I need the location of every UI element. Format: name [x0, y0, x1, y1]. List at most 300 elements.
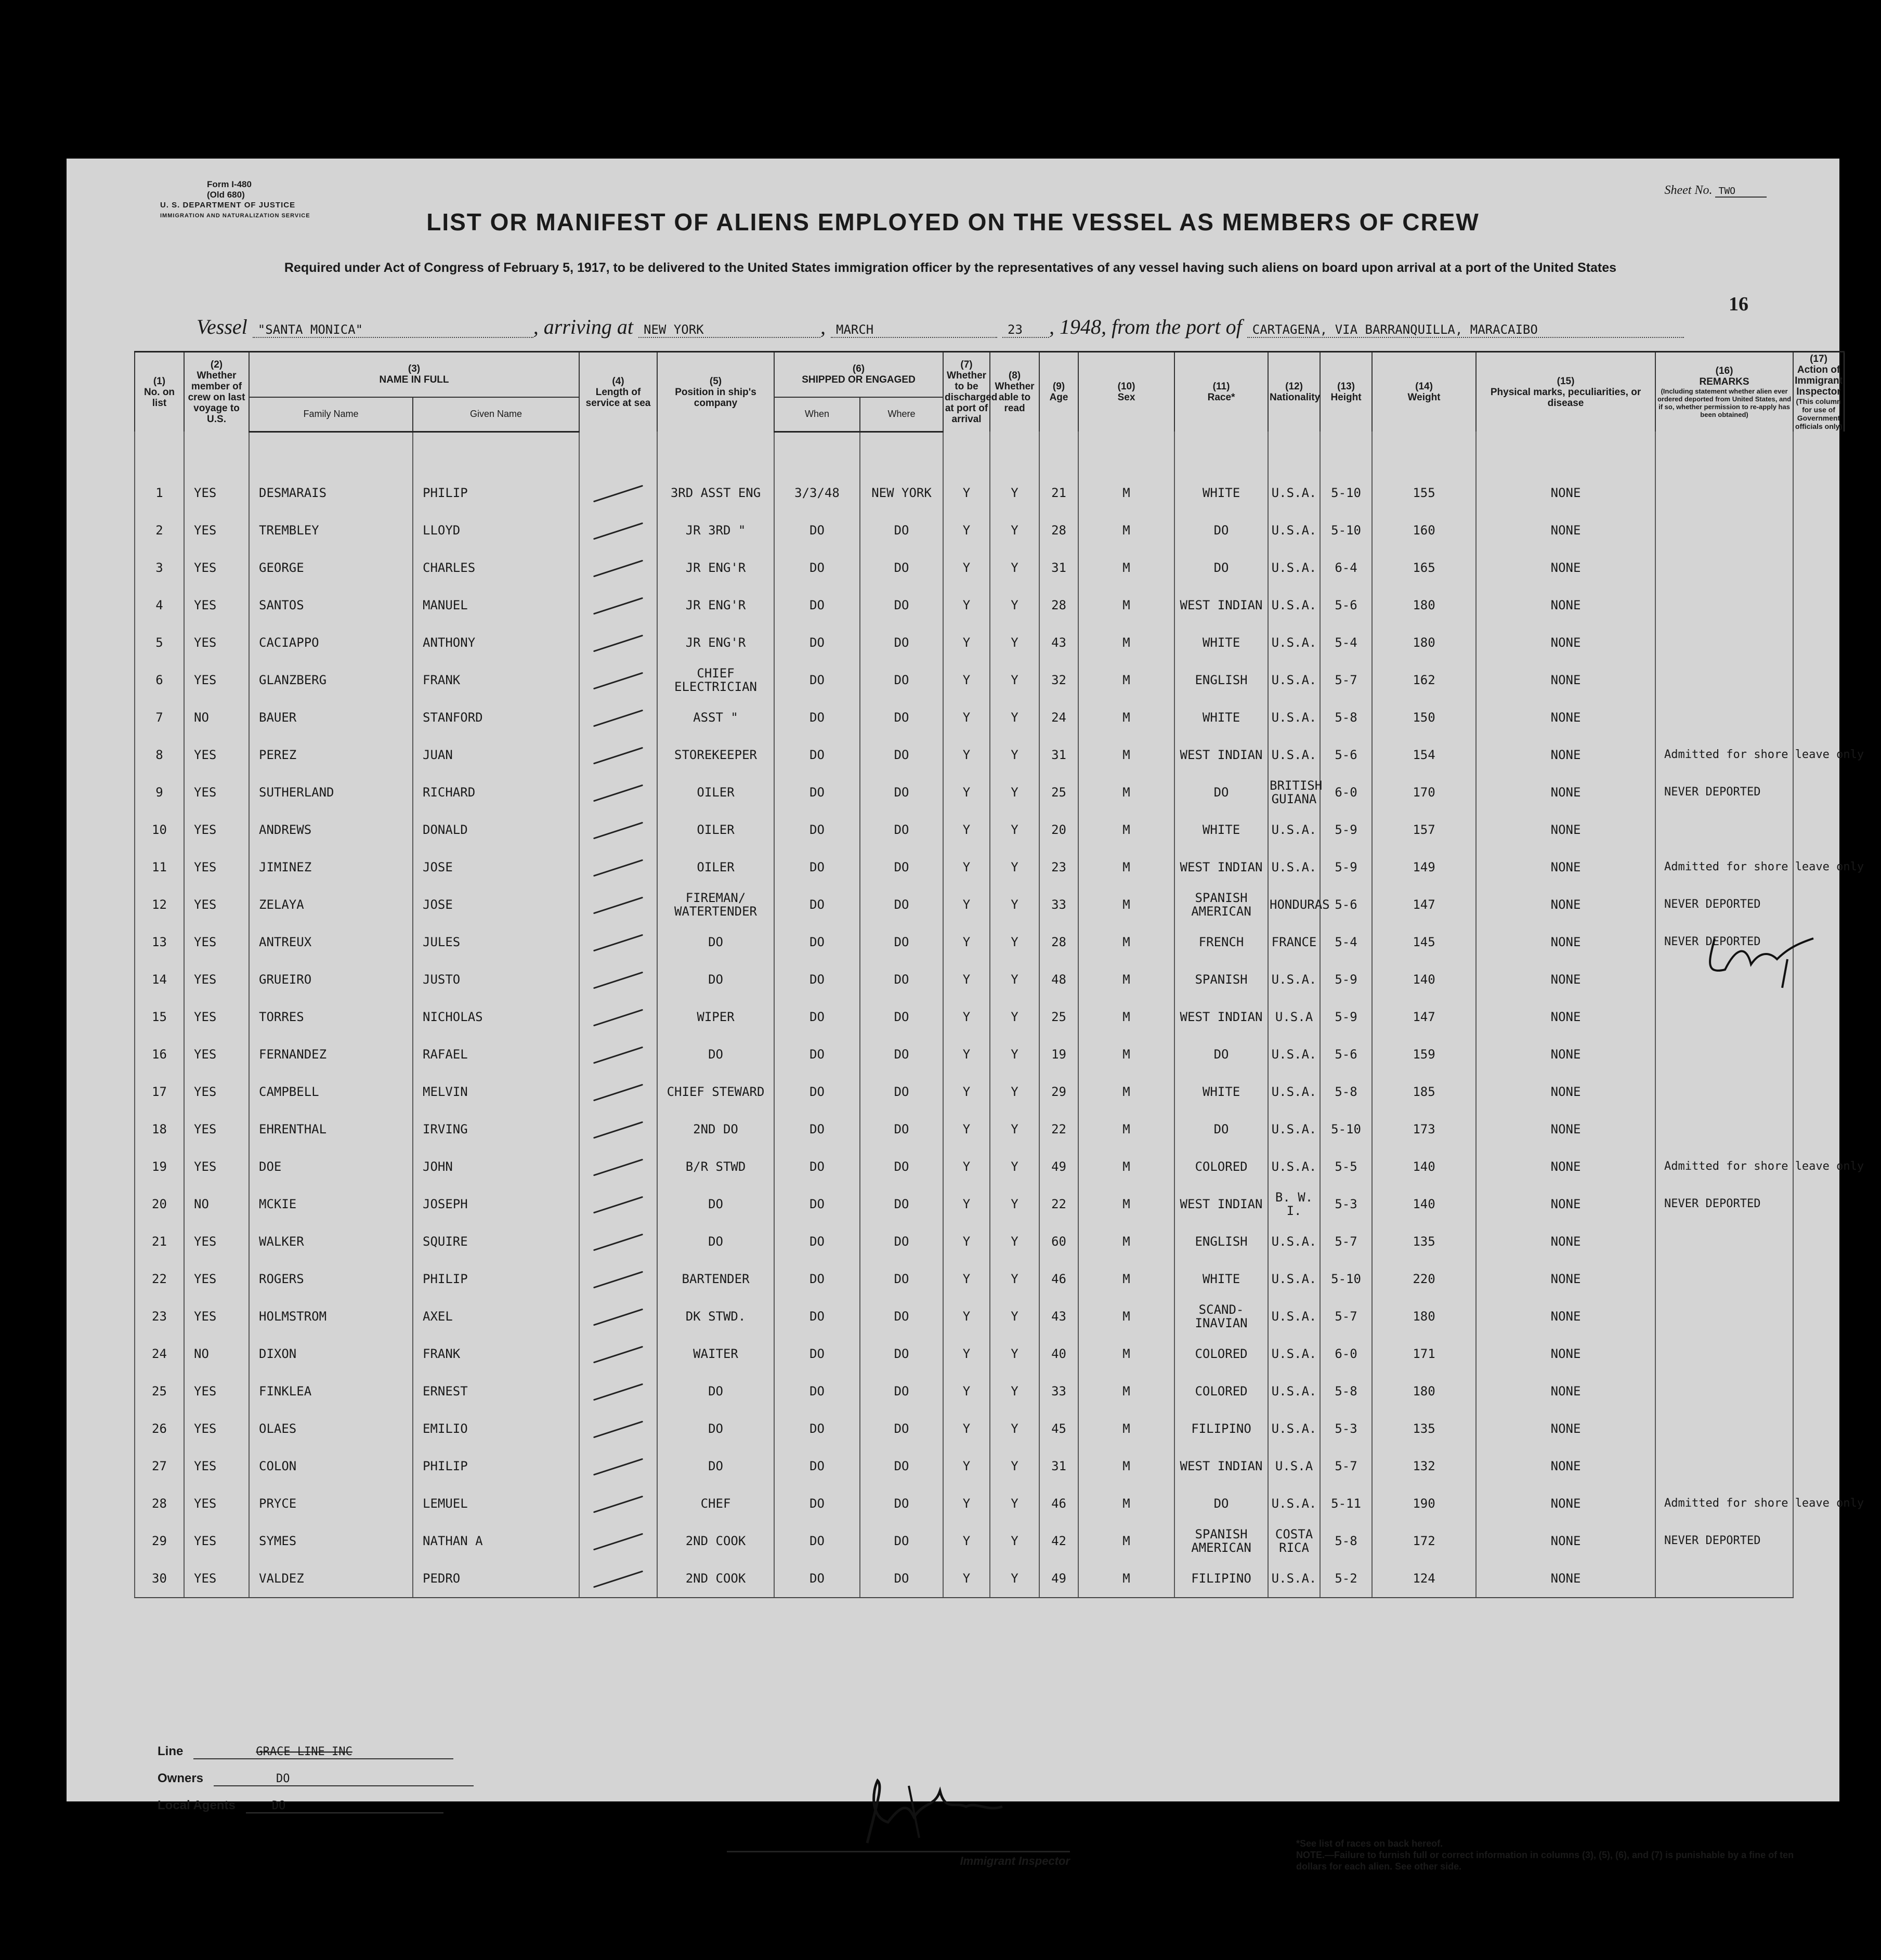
last-voyage-cell: YES — [184, 1148, 249, 1185]
row-number: 24 — [135, 1335, 184, 1373]
row-number: 9 — [135, 774, 184, 811]
row-number: 21 — [135, 1223, 184, 1260]
position-cell: JR 3RD " — [657, 512, 774, 549]
family-name-cell: GRUEIRO — [249, 961, 413, 998]
col-header-number: (1) No. on list — [135, 352, 184, 432]
arriving-label: , arriving at — [533, 315, 633, 338]
row-number: 15 — [135, 998, 184, 1036]
sex-cell: M — [1078, 1185, 1174, 1223]
given-name-cell: JUAN — [413, 736, 579, 774]
service-length-cell — [579, 923, 657, 961]
shipped-when-cell: DO — [774, 998, 860, 1036]
position-cell: OILER — [657, 848, 774, 886]
remarks-cell — [1655, 512, 1793, 549]
vessel-label: Vessel — [197, 315, 247, 338]
row-number: 19 — [135, 1148, 184, 1185]
able-to-read-cell: Y — [990, 1148, 1039, 1185]
family-name-cell: COLON — [249, 1447, 413, 1485]
last-voyage-cell: YES — [184, 624, 249, 661]
col-header-nationality: (12) Nationality — [1268, 352, 1320, 432]
table-row — [135, 923, 1844, 961]
height-cell: 5-8 — [1320, 699, 1372, 736]
height-cell: 5-8 — [1320, 1073, 1372, 1110]
row-number: 29 — [135, 1522, 184, 1560]
row-number: 27 — [135, 1447, 184, 1485]
given-name-cell: JULES — [413, 923, 579, 961]
nationality-cell: FRANCE — [1268, 923, 1320, 961]
shipped-where-cell: DO — [860, 1260, 943, 1298]
service-length-cell — [579, 1260, 657, 1298]
footer-owners-row — [158, 1771, 474, 1786]
last-voyage-cell: YES — [184, 1036, 249, 1073]
position-cell: DO — [657, 923, 774, 961]
shipped-when-cell: DO — [774, 624, 860, 661]
last-voyage-cell: YES — [184, 512, 249, 549]
race-cell: DO — [1174, 1110, 1268, 1148]
race-cell: WHITE — [1174, 474, 1268, 512]
able-to-read-cell: Y — [990, 1110, 1039, 1148]
age-cell: 29 — [1039, 1073, 1078, 1110]
race-cell: DO — [1174, 549, 1268, 586]
family-name-cell: SYMES — [249, 1522, 413, 1560]
service-length-cell — [579, 1485, 657, 1522]
weight-cell: 159 — [1372, 1036, 1476, 1073]
arrival-month: MARCH — [831, 322, 997, 338]
race-cell: SPANISH AMERICAN — [1174, 1522, 1268, 1560]
given-name-cell: PHILIP — [413, 1260, 579, 1298]
col-header-where: Where — [860, 397, 943, 432]
given-name-cell: RAFAEL — [413, 1036, 579, 1073]
race-cell: DO — [1174, 1485, 1268, 1522]
nationality-cell: HONDURAS — [1268, 886, 1320, 923]
race-cell: DO — [1174, 512, 1268, 549]
shipped-where-cell: DO — [860, 1223, 943, 1260]
height-cell: 5-3 — [1320, 1410, 1372, 1447]
age-cell: 19 — [1039, 1036, 1078, 1073]
height-cell: 5-9 — [1320, 998, 1372, 1036]
position-cell: 2ND COOK — [657, 1560, 774, 1598]
discharged-cell: Y — [943, 1073, 990, 1110]
shipped-where-cell: DO — [860, 661, 943, 699]
table-row — [135, 1410, 1844, 1447]
nationality-cell: U.S.A. — [1268, 512, 1320, 549]
shipped-when-cell: DO — [774, 736, 860, 774]
remarks-cell: NEVER DEPORTED — [1655, 1522, 1793, 1560]
service-length-cell — [579, 699, 657, 736]
shipped-where-cell: DO — [860, 1373, 943, 1410]
physical-marks-cell: NONE — [1476, 811, 1655, 848]
position-cell: JR ENG'R — [657, 624, 774, 661]
age-cell: 46 — [1039, 1260, 1078, 1298]
age-cell: 31 — [1039, 549, 1078, 586]
weight-cell: 185 — [1372, 1073, 1476, 1110]
weight-cell: 145 — [1372, 923, 1476, 961]
age-cell: 43 — [1039, 624, 1078, 661]
nationality-cell: U.S.A. — [1268, 1373, 1320, 1410]
page-title: LIST OR MANIFEST OF ALIENS EMPLOYED ON THE VESSEL AS MEMBERS OF CREW — [426, 208, 1480, 236]
nationality-cell: U.S.A. — [1268, 1410, 1320, 1447]
service-length-cell — [579, 1185, 657, 1223]
table-row — [135, 886, 1844, 923]
table-row — [135, 1298, 1844, 1335]
col-header-race: (11) Race* — [1174, 352, 1268, 432]
race-cell: WHITE — [1174, 624, 1268, 661]
physical-marks-cell: NONE — [1476, 1373, 1655, 1410]
col-header-discharged: (7) Whether to be discharged at port of arrival — [943, 352, 990, 432]
given-name-cell: MELVIN — [413, 1073, 579, 1110]
row-number: 28 — [135, 1485, 184, 1522]
service-length-cell — [579, 1447, 657, 1485]
form-number: Form I-480 — [207, 179, 252, 189]
physical-marks-cell: NONE — [1476, 886, 1655, 923]
race-cell: WEST INDIAN — [1174, 1447, 1268, 1485]
service-length-cell — [579, 624, 657, 661]
row-number: 2 — [135, 512, 184, 549]
nationality-cell: U.S.A. — [1268, 661, 1320, 699]
height-cell: 5-7 — [1320, 1223, 1372, 1260]
age-cell: 25 — [1039, 774, 1078, 811]
service-length-cell — [579, 1298, 657, 1335]
able-to-read-cell: Y — [990, 1073, 1039, 1110]
table-spacer — [135, 432, 1844, 474]
vessel-name: "SANTA MONICA" — [253, 322, 533, 338]
position-cell: 3RD ASST ENG — [657, 474, 774, 512]
row-number: 17 — [135, 1073, 184, 1110]
service-length-cell — [579, 512, 657, 549]
physical-marks-cell: NONE — [1476, 1522, 1655, 1560]
height-cell: 5-4 — [1320, 624, 1372, 661]
able-to-read-cell: Y — [990, 1260, 1039, 1298]
shipped-where-cell: DO — [860, 1485, 943, 1522]
able-to-read-cell: Y — [990, 961, 1039, 998]
col-header-shipped: (6) SHIPPED OR ENGAGED — [774, 352, 943, 397]
weight-cell: 180 — [1372, 1373, 1476, 1410]
footer-notes — [1296, 1838, 1821, 1872]
weight-cell: 180 — [1372, 586, 1476, 624]
nationality-cell: U.S.A. — [1268, 699, 1320, 736]
discharged-cell: Y — [943, 1485, 990, 1522]
sex-cell: M — [1078, 1260, 1174, 1298]
discharged-cell: Y — [943, 923, 990, 961]
height-cell: 5-5 — [1320, 1148, 1372, 1185]
sex-cell: M — [1078, 998, 1174, 1036]
physical-marks-cell: NONE — [1476, 998, 1655, 1036]
discharged-cell: Y — [943, 774, 990, 811]
given-name-cell: RICHARD — [413, 774, 579, 811]
physical-marks-cell: NONE — [1476, 1073, 1655, 1110]
discharged-cell: Y — [943, 624, 990, 661]
last-voyage-cell: YES — [184, 1410, 249, 1447]
col-header-last-voyage: (2) Whether member of crew on last voyage to U.S. — [184, 352, 249, 432]
weight-cell: 135 — [1372, 1410, 1476, 1447]
discharged-cell: Y — [943, 1522, 990, 1560]
col-header-service-length: (4) Length of service at sea — [579, 352, 657, 432]
remarks-cell — [1655, 474, 1793, 512]
table-row — [135, 1110, 1844, 1148]
sex-cell: M — [1078, 1373, 1174, 1410]
sex-cell: M — [1078, 1560, 1174, 1598]
agents-label: Local Agents — [158, 1798, 236, 1812]
sex-cell: M — [1078, 1036, 1174, 1073]
table-row — [135, 848, 1844, 886]
family-name-cell: MCKIE — [249, 1185, 413, 1223]
age-cell: 45 — [1039, 1410, 1078, 1447]
shipped-where-cell: DO — [860, 1335, 943, 1373]
remarks-cell — [1655, 1260, 1793, 1298]
remarks-cell: Admitted for shore leave only — [1655, 1148, 1793, 1185]
col-header-physical-marks: (15) Physical marks, peculiarities, or disease — [1476, 352, 1655, 432]
shipped-where-cell: NEW YORK — [860, 474, 943, 512]
weight-cell: 170 — [1372, 774, 1476, 811]
physical-marks-cell: NONE — [1476, 1223, 1655, 1260]
table-row — [135, 1148, 1844, 1185]
race-cell: WEST INDIAN — [1174, 736, 1268, 774]
race-cell: SPANISH AMERICAN — [1174, 886, 1268, 923]
height-cell: 5-11 — [1320, 1485, 1372, 1522]
age-cell: 33 — [1039, 1373, 1078, 1410]
race-cell: FILIPINO — [1174, 1560, 1268, 1598]
physical-marks-cell: NONE — [1476, 1410, 1655, 1447]
position-cell: FIREMAN/ WATERTENDER — [657, 886, 774, 923]
row-number: 14 — [135, 961, 184, 998]
race-cell: WHITE — [1174, 811, 1268, 848]
given-name-cell: JOHN — [413, 1148, 579, 1185]
weight-cell: 180 — [1372, 624, 1476, 661]
race-cell: SCAND- INAVIAN — [1174, 1298, 1268, 1335]
age-cell: 22 — [1039, 1185, 1078, 1223]
shipped-where-cell: DO — [860, 1185, 943, 1223]
physical-marks-cell: NONE — [1476, 549, 1655, 586]
last-voyage-cell: YES — [184, 811, 249, 848]
shipped-where-cell: DO — [860, 1560, 943, 1598]
service-length-cell — [579, 1560, 657, 1598]
table-row — [135, 586, 1844, 624]
physical-marks-cell: NONE — [1476, 1185, 1655, 1223]
table-row — [135, 661, 1844, 699]
height-cell: 6-4 — [1320, 549, 1372, 586]
nationality-cell: U.S.A. — [1268, 736, 1320, 774]
service-length-cell — [579, 1522, 657, 1560]
height-cell: 5-10 — [1320, 512, 1372, 549]
crew-rows — [135, 432, 1864, 1598]
col-header-able-to-read: (8) Whether able to read — [990, 352, 1039, 432]
able-to-read-cell: Y — [990, 998, 1039, 1036]
last-voyage-cell: YES — [184, 1485, 249, 1522]
given-name-cell: FRANK — [413, 661, 579, 699]
agents-value: DO — [246, 1799, 443, 1813]
discharged-cell: Y — [943, 474, 990, 512]
able-to-read-cell: Y — [990, 1223, 1039, 1260]
shipped-when-cell: DO — [774, 961, 860, 998]
family-name-cell: OLAES — [249, 1410, 413, 1447]
remarks-cell — [1655, 1298, 1793, 1335]
able-to-read-cell: Y — [990, 1298, 1039, 1335]
remarks-cell — [1655, 661, 1793, 699]
able-to-read-cell: Y — [990, 624, 1039, 661]
age-cell: 21 — [1039, 474, 1078, 512]
shipped-when-cell: DO — [774, 1560, 860, 1598]
age-cell: 31 — [1039, 1447, 1078, 1485]
discharged-cell: Y — [943, 1335, 990, 1373]
able-to-read-cell: Y — [990, 1560, 1039, 1598]
table-row — [135, 512, 1844, 549]
position-cell: 2ND DO — [657, 1110, 774, 1148]
col-header-family-name: Family Name — [249, 397, 413, 432]
service-length-cell — [579, 886, 657, 923]
physical-marks-cell: NONE — [1476, 1110, 1655, 1148]
table-row — [135, 774, 1844, 811]
able-to-read-cell: Y — [990, 1410, 1039, 1447]
height-cell: 5-7 — [1320, 1447, 1372, 1485]
table-row — [135, 474, 1844, 512]
discharged-cell: Y — [943, 1373, 990, 1410]
age-cell: 46 — [1039, 1485, 1078, 1522]
discharged-cell: Y — [943, 699, 990, 736]
family-name-cell: EHRENTHAL — [249, 1110, 413, 1148]
sex-cell: M — [1078, 1447, 1174, 1485]
family-name-cell: GEORGE — [249, 549, 413, 586]
shipped-where-cell: DO — [860, 923, 943, 961]
given-name-cell: NICHOLAS — [413, 998, 579, 1036]
table-row — [135, 1373, 1844, 1410]
table-row — [135, 1447, 1844, 1485]
discharged-cell: Y — [943, 512, 990, 549]
height-cell: 5-6 — [1320, 1036, 1372, 1073]
sex-cell: M — [1078, 1073, 1174, 1110]
discharged-cell: Y — [943, 661, 990, 699]
given-name-cell: SQUIRE — [413, 1223, 579, 1260]
able-to-read-cell: Y — [990, 512, 1039, 549]
discharged-cell: Y — [943, 736, 990, 774]
shipped-where-cell: DO — [860, 1522, 943, 1560]
last-voyage-cell: YES — [184, 1260, 249, 1298]
remarks-cell — [1655, 549, 1793, 586]
able-to-read-cell: Y — [990, 923, 1039, 961]
from-label: , from the port of — [1101, 315, 1242, 338]
race-cell: DO — [1174, 1036, 1268, 1073]
family-name-cell: JIMINEZ — [249, 848, 413, 886]
able-to-read-cell: Y — [990, 549, 1039, 586]
remarks-cell — [1655, 811, 1793, 848]
discharged-cell: Y — [943, 1036, 990, 1073]
last-voyage-cell: YES — [184, 774, 249, 811]
given-name-cell: JUSTO — [413, 961, 579, 998]
position-cell: DO — [657, 961, 774, 998]
last-voyage-cell: YES — [184, 586, 249, 624]
row-number: 4 — [135, 586, 184, 624]
remarks-cell: NEVER DEPORTED — [1655, 774, 1793, 811]
remarks-cell — [1655, 1410, 1793, 1447]
weight-cell: 171 — [1372, 1335, 1476, 1373]
remarks-cell — [1655, 1073, 1793, 1110]
sex-cell: M — [1078, 1148, 1174, 1185]
col-header-sex: (10) Sex — [1078, 352, 1174, 432]
line-label: Line — [158, 1744, 184, 1758]
remarks-cell — [1655, 1335, 1793, 1373]
owners-value: DO — [214, 1772, 474, 1786]
nationality-cell: U.S.A. — [1268, 586, 1320, 624]
shipped-where-cell: DO — [860, 848, 943, 886]
family-name-cell: CACIAPPO — [249, 624, 413, 661]
family-name-cell: ANDREWS — [249, 811, 413, 848]
table-row — [135, 1036, 1844, 1073]
row-number: 30 — [135, 1560, 184, 1598]
height-cell: 5-6 — [1320, 586, 1372, 624]
able-to-read-cell: Y — [990, 736, 1039, 774]
remarks-cell — [1655, 1223, 1793, 1260]
table-row — [135, 1260, 1844, 1298]
race-cell: WEST INDIAN — [1174, 998, 1268, 1036]
table-row — [135, 1485, 1844, 1522]
sex-cell: M — [1078, 661, 1174, 699]
given-name-cell: CHARLES — [413, 549, 579, 586]
family-name-cell: PEREZ — [249, 736, 413, 774]
sex-cell: M — [1078, 624, 1174, 661]
sheet-number-label: Sheet No. — [1664, 184, 1713, 197]
row-number: 26 — [135, 1410, 184, 1447]
sex-cell: M — [1078, 1335, 1174, 1373]
physical-marks-cell: NONE — [1476, 961, 1655, 998]
family-name-cell: PRYCE — [249, 1485, 413, 1522]
position-cell: WAITER — [657, 1335, 774, 1373]
footer-line-row — [158, 1744, 453, 1759]
col-header-inspector-action: (17) Action of Immigrant Inspector (This column for use of Government officials only) — [1793, 352, 1844, 432]
height-cell: 5-10 — [1320, 1110, 1372, 1148]
physical-marks-cell: NONE — [1476, 1447, 1655, 1485]
physical-marks-cell: NONE — [1476, 1335, 1655, 1373]
family-name-cell: ANTREUX — [249, 923, 413, 961]
race-cell: WHITE — [1174, 699, 1268, 736]
shipped-where-cell: DO — [860, 1148, 943, 1185]
able-to-read-cell: Y — [990, 1522, 1039, 1560]
position-cell: B/R STWD — [657, 1148, 774, 1185]
weight-cell: 173 — [1372, 1110, 1476, 1148]
service-name: IMMIGRATION AND NATURALIZATION SERVICE — [160, 213, 310, 219]
given-name-cell: NATHAN A — [413, 1522, 579, 1560]
race-cell: FRENCH — [1174, 923, 1268, 961]
given-name-cell: AXEL — [413, 1298, 579, 1335]
last-voyage-cell: YES — [184, 1447, 249, 1485]
age-cell: 43 — [1039, 1298, 1078, 1335]
remarks-cell: Admitted for shore leave only — [1655, 736, 1793, 774]
age-cell: 31 — [1039, 736, 1078, 774]
position-cell: OILER — [657, 811, 774, 848]
age-cell: 23 — [1039, 848, 1078, 886]
shipped-when-cell: DO — [774, 923, 860, 961]
shipped-when-cell: DO — [774, 1110, 860, 1148]
height-cell: 5-3 — [1320, 1185, 1372, 1223]
department-name: U. S. DEPARTMENT OF JUSTICE — [160, 201, 296, 210]
age-cell: 24 — [1039, 699, 1078, 736]
row-number: 22 — [135, 1260, 184, 1298]
nationality-cell: U.S.A. — [1268, 1148, 1320, 1185]
position-cell: JR ENG'R — [657, 586, 774, 624]
col-header-height: (13) Height — [1320, 352, 1372, 432]
nationality-cell: U.S.A. — [1268, 1485, 1320, 1522]
position-cell: DO — [657, 1447, 774, 1485]
discharged-cell: Y — [943, 1260, 990, 1298]
shipped-when-cell: DO — [774, 1410, 860, 1447]
action-signature — [1699, 928, 1819, 990]
shipped-where-cell: DO — [860, 624, 943, 661]
row-number: 23 — [135, 1298, 184, 1335]
inspector-label: Immigrant Inspector — [727, 1851, 1070, 1868]
race-cell: COLORED — [1174, 1148, 1268, 1185]
given-name-cell: PHILIP — [413, 474, 579, 512]
position-cell: OILER — [657, 774, 774, 811]
physical-marks-cell: NONE — [1476, 736, 1655, 774]
shipped-where-cell: DO — [860, 811, 943, 848]
